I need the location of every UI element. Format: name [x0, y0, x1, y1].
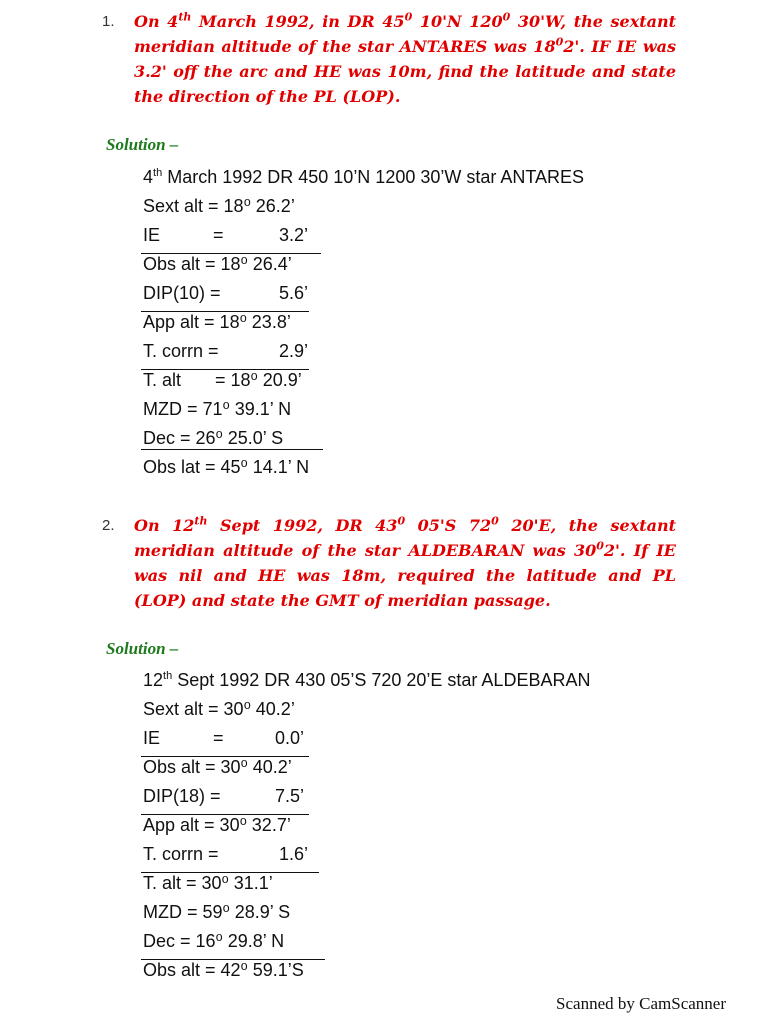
solution-2-heading: Solution –	[106, 639, 179, 658]
calc-row: Obs alt = 30⁰ 40.2’	[143, 757, 292, 777]
solution-1-header: 4th March 1992 DR 450 10’N 1200 30’W star ANTARES	[143, 167, 585, 187]
divider-line	[141, 814, 309, 815]
solution-1-heading: Solution –	[106, 135, 179, 154]
calc-row: Obs alt = 18⁰ 26.4’	[143, 254, 292, 274]
calc-row: DIP(10) = 5.6’	[143, 283, 309, 303]
calc-row: App alt = 30⁰ 32.7’	[143, 815, 291, 835]
solution-2-header: 12th Sept 1992 DR 430 05’S 720 20’E star ALDEBARAN	[143, 670, 591, 690]
solution-1-calculation	[143, 162, 643, 482]
calc-row: App alt = 18⁰ 23.8’	[143, 312, 291, 332]
problem-2-text: On 12th Sept 1992, DR $43^0$ 05'S $72^0$ 20'E, the sextant meridian altitude of the star ALDEBARAN was $30^02'$. If IE was nil and HE was 18m, required the latitude and PL (LOP) and state the GMT of meridian passage.	[134, 514, 677, 610]
calc-row: Dec = 16⁰ 29.8’ N	[143, 931, 285, 951]
divider-line	[141, 872, 319, 873]
problem-1-number: 1.	[102, 13, 115, 30]
calc-row: T. alt = 30⁰ 31.1’	[143, 873, 273, 893]
calc-row: Sext alt = 30⁰ 40.2’	[143, 699, 295, 719]
divider-line	[141, 253, 321, 254]
problem-1	[102, 9, 677, 109]
calc-row: MZD = 71⁰ 39.1’ N	[143, 399, 292, 419]
problem-2-number: 2.	[102, 517, 115, 534]
calc-row: Obs alt = 42⁰ 59.1’S	[143, 960, 304, 980]
calc-row: Dec = 26⁰ 25.0’ S	[143, 428, 284, 448]
calc-row: Obs lat = 45⁰ 14.1’ N	[143, 457, 310, 477]
problem-2	[102, 513, 677, 613]
camscanner-watermark: Scanned by CamScanner	[556, 994, 726, 1013]
divider-line	[141, 756, 309, 757]
divider-line	[141, 311, 309, 312]
calc-row: IE = 0.0’	[143, 728, 305, 748]
calc-row: T. alt = 18⁰ 20.9’	[143, 370, 302, 390]
calc-row: T. corrn = 1.6’	[143, 844, 309, 864]
problem-1-text: On 4th March 1992, in DR $45^0$ 10'N $120^0$ 30'W, the sextant meridian altitude of the star ANTARES was $18^02'$. IF IE was 3.2' off the arc and HE was 10m, find the latitude and state the direction of the PL (LOP).	[134, 10, 677, 106]
calc-row: Sext alt = 18⁰ 26.2’	[143, 196, 295, 216]
calc-row: IE = 3.2’	[143, 225, 309, 245]
solution-2-calculation	[143, 665, 643, 985]
calc-row: T. corrn = 2.9’	[143, 341, 309, 361]
calc-row: MZD = 59⁰ 28.9’ S	[143, 902, 291, 922]
divider-line	[141, 369, 309, 370]
divider-line	[141, 959, 325, 960]
calc-row: DIP(18) = 7.5’	[143, 786, 305, 806]
divider-line	[141, 449, 323, 450]
